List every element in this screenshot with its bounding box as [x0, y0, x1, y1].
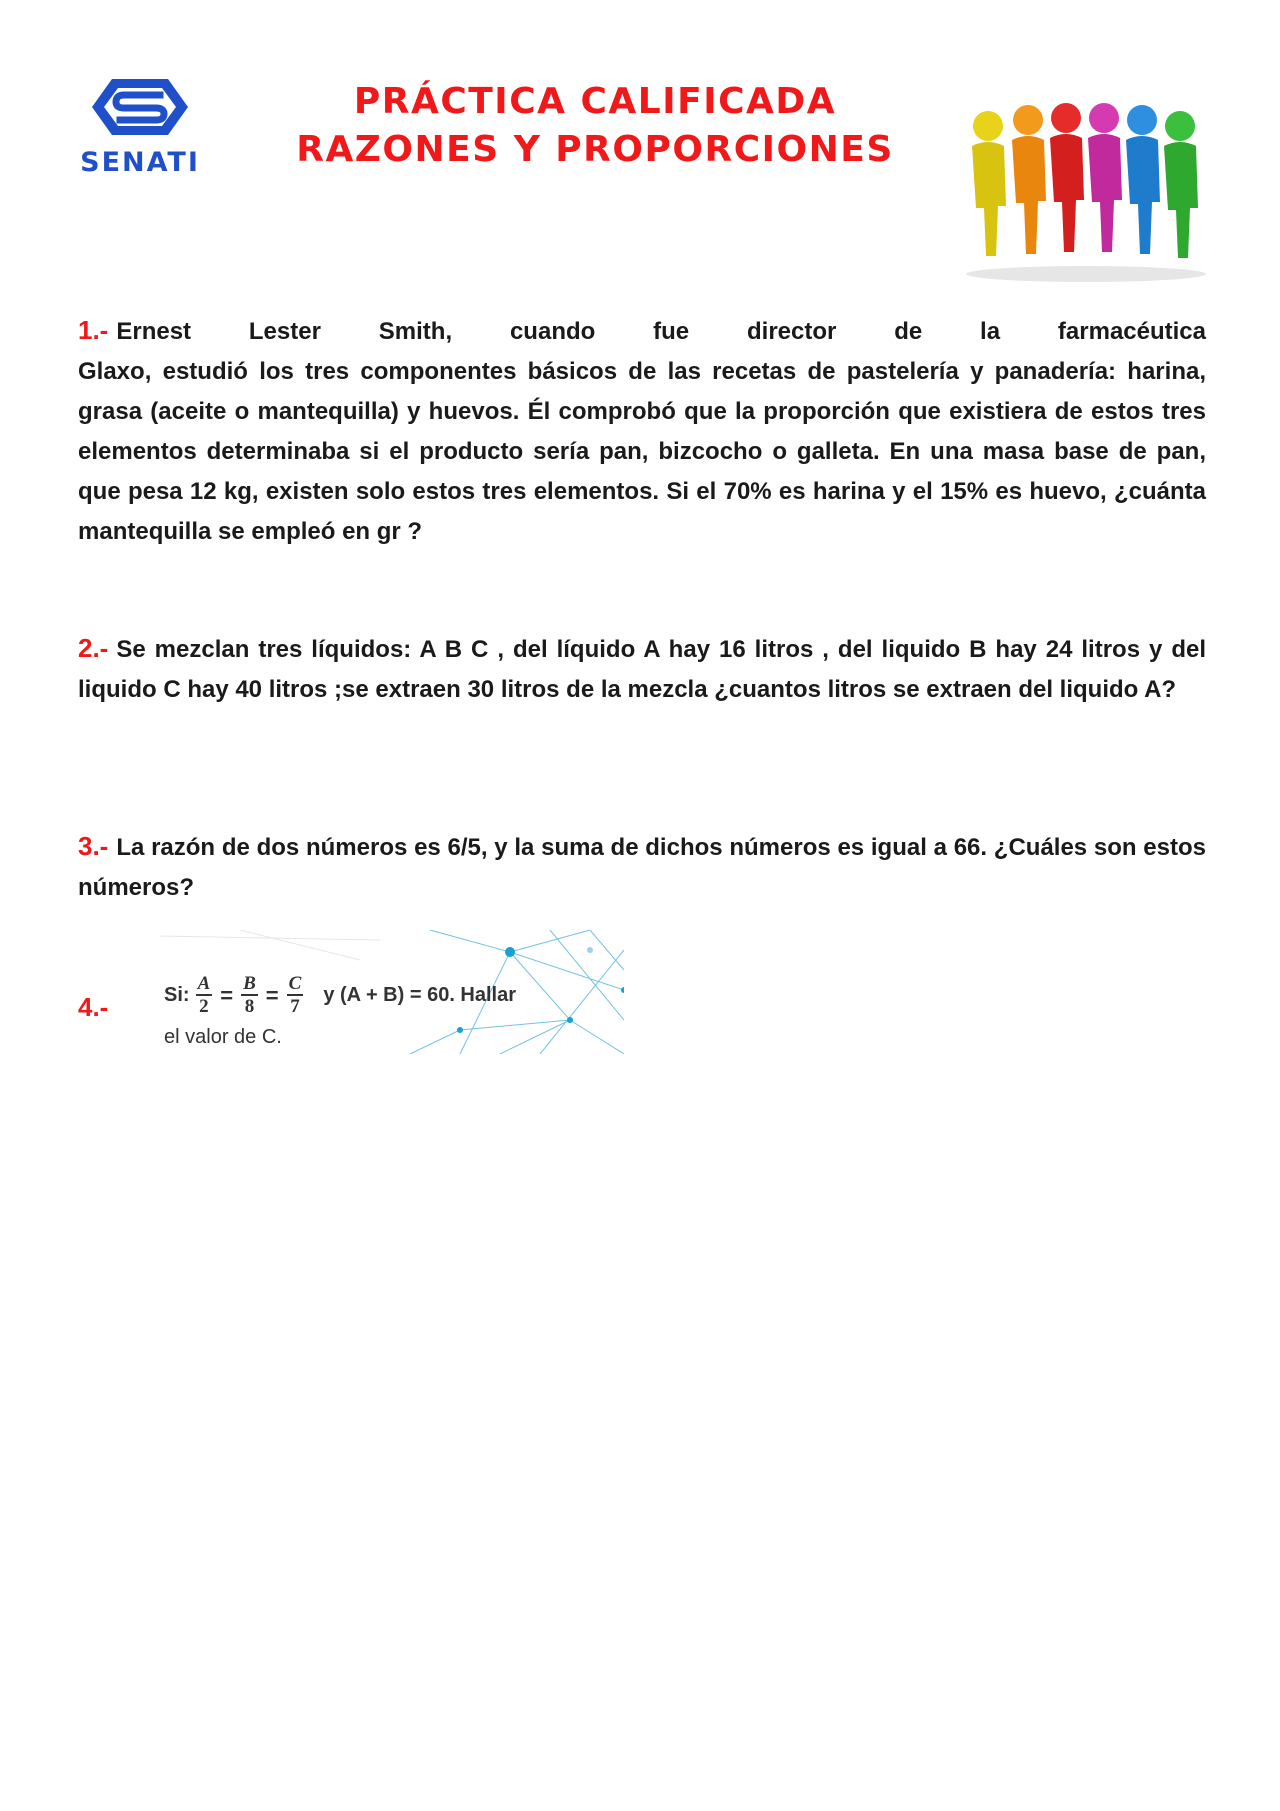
question-2-text: Se mezclan tres líquidos: A B C , del líquido A hay 16 litros , del liquido B hay 24 litros y del liquido C hay 40 litros ;se extraen 30 litros de la mezcla ¿cuantos litros se extraen del liquido A? — [78, 636, 1206, 703]
question-1-lead: Ernest Lester Smith, cuando fue director de la farmacéutica — [116, 318, 1206, 345]
question-1-number: 1.- — [78, 315, 109, 345]
title-line-1: PRÁCTICA CALIFICADA — [353, 81, 837, 122]
fraction-b-numerator: B — [243, 973, 256, 994]
equals-sign-2: = — [265, 982, 279, 1008]
question-4-line-2: el valor de C. — [164, 1026, 282, 1048]
senati-logo — [60, 75, 220, 185]
equals-sign-1: = — [220, 982, 234, 1008]
senati-emblem-icon — [90, 75, 190, 139]
fraction-a-numerator: A — [197, 973, 211, 994]
fraction-b-denominator: 8 — [244, 996, 255, 1017]
question-4-image — [160, 930, 624, 1054]
fraction-a-denominator: 2 — [199, 996, 209, 1017]
fraction-b — [241, 974, 258, 1017]
page-title — [270, 78, 920, 174]
question-3 — [78, 826, 1206, 908]
fraction-c-denominator: 7 — [290, 996, 300, 1017]
question-4-number: 4.- — [78, 992, 109, 1022]
question-4-equation — [164, 974, 516, 1017]
question-2-number: 2.- — [78, 633, 109, 663]
si-label: Si: — [164, 984, 190, 1006]
logo-text: SENATI — [80, 147, 200, 178]
person-figure — [966, 103, 1206, 282]
question-2 — [78, 628, 1206, 710]
question-1 — [78, 310, 1206, 552]
question-4-condition: y (A + B) = 60. Hallar — [323, 984, 517, 1006]
question-1-text: Glaxo, estudió los tres componentes básicos de las recetas de pastelería y panadería: harina, grasa (aceite o mantequilla) y huevos. Él comprobó que la proporción que existiera de estos tres elementos determinaba si el producto sería pan, bizcocho o galleta. En una masa base de pan, que pesa 12 kg, existen solo estos tres elementos. Si el 70% es harina y el 15% es huevo, ¿cuánta mantequilla se empleó en gr ? — [78, 358, 1206, 545]
fraction-c-numerator: C — [288, 973, 302, 994]
team-people-image — [958, 96, 1214, 288]
fraction-c — [287, 974, 304, 1017]
question-3-number: 3.- — [78, 831, 109, 861]
fraction-a — [196, 974, 213, 1017]
question-1-first-line — [78, 310, 1206, 352]
question-3-text: La razón de dos números es 6/5, y la suma de dichos números es igual a 66. ¿Cuáles son estos números? — [78, 834, 1206, 901]
title-line-2: RAZONES Y PROPORCIONES — [296, 129, 894, 170]
